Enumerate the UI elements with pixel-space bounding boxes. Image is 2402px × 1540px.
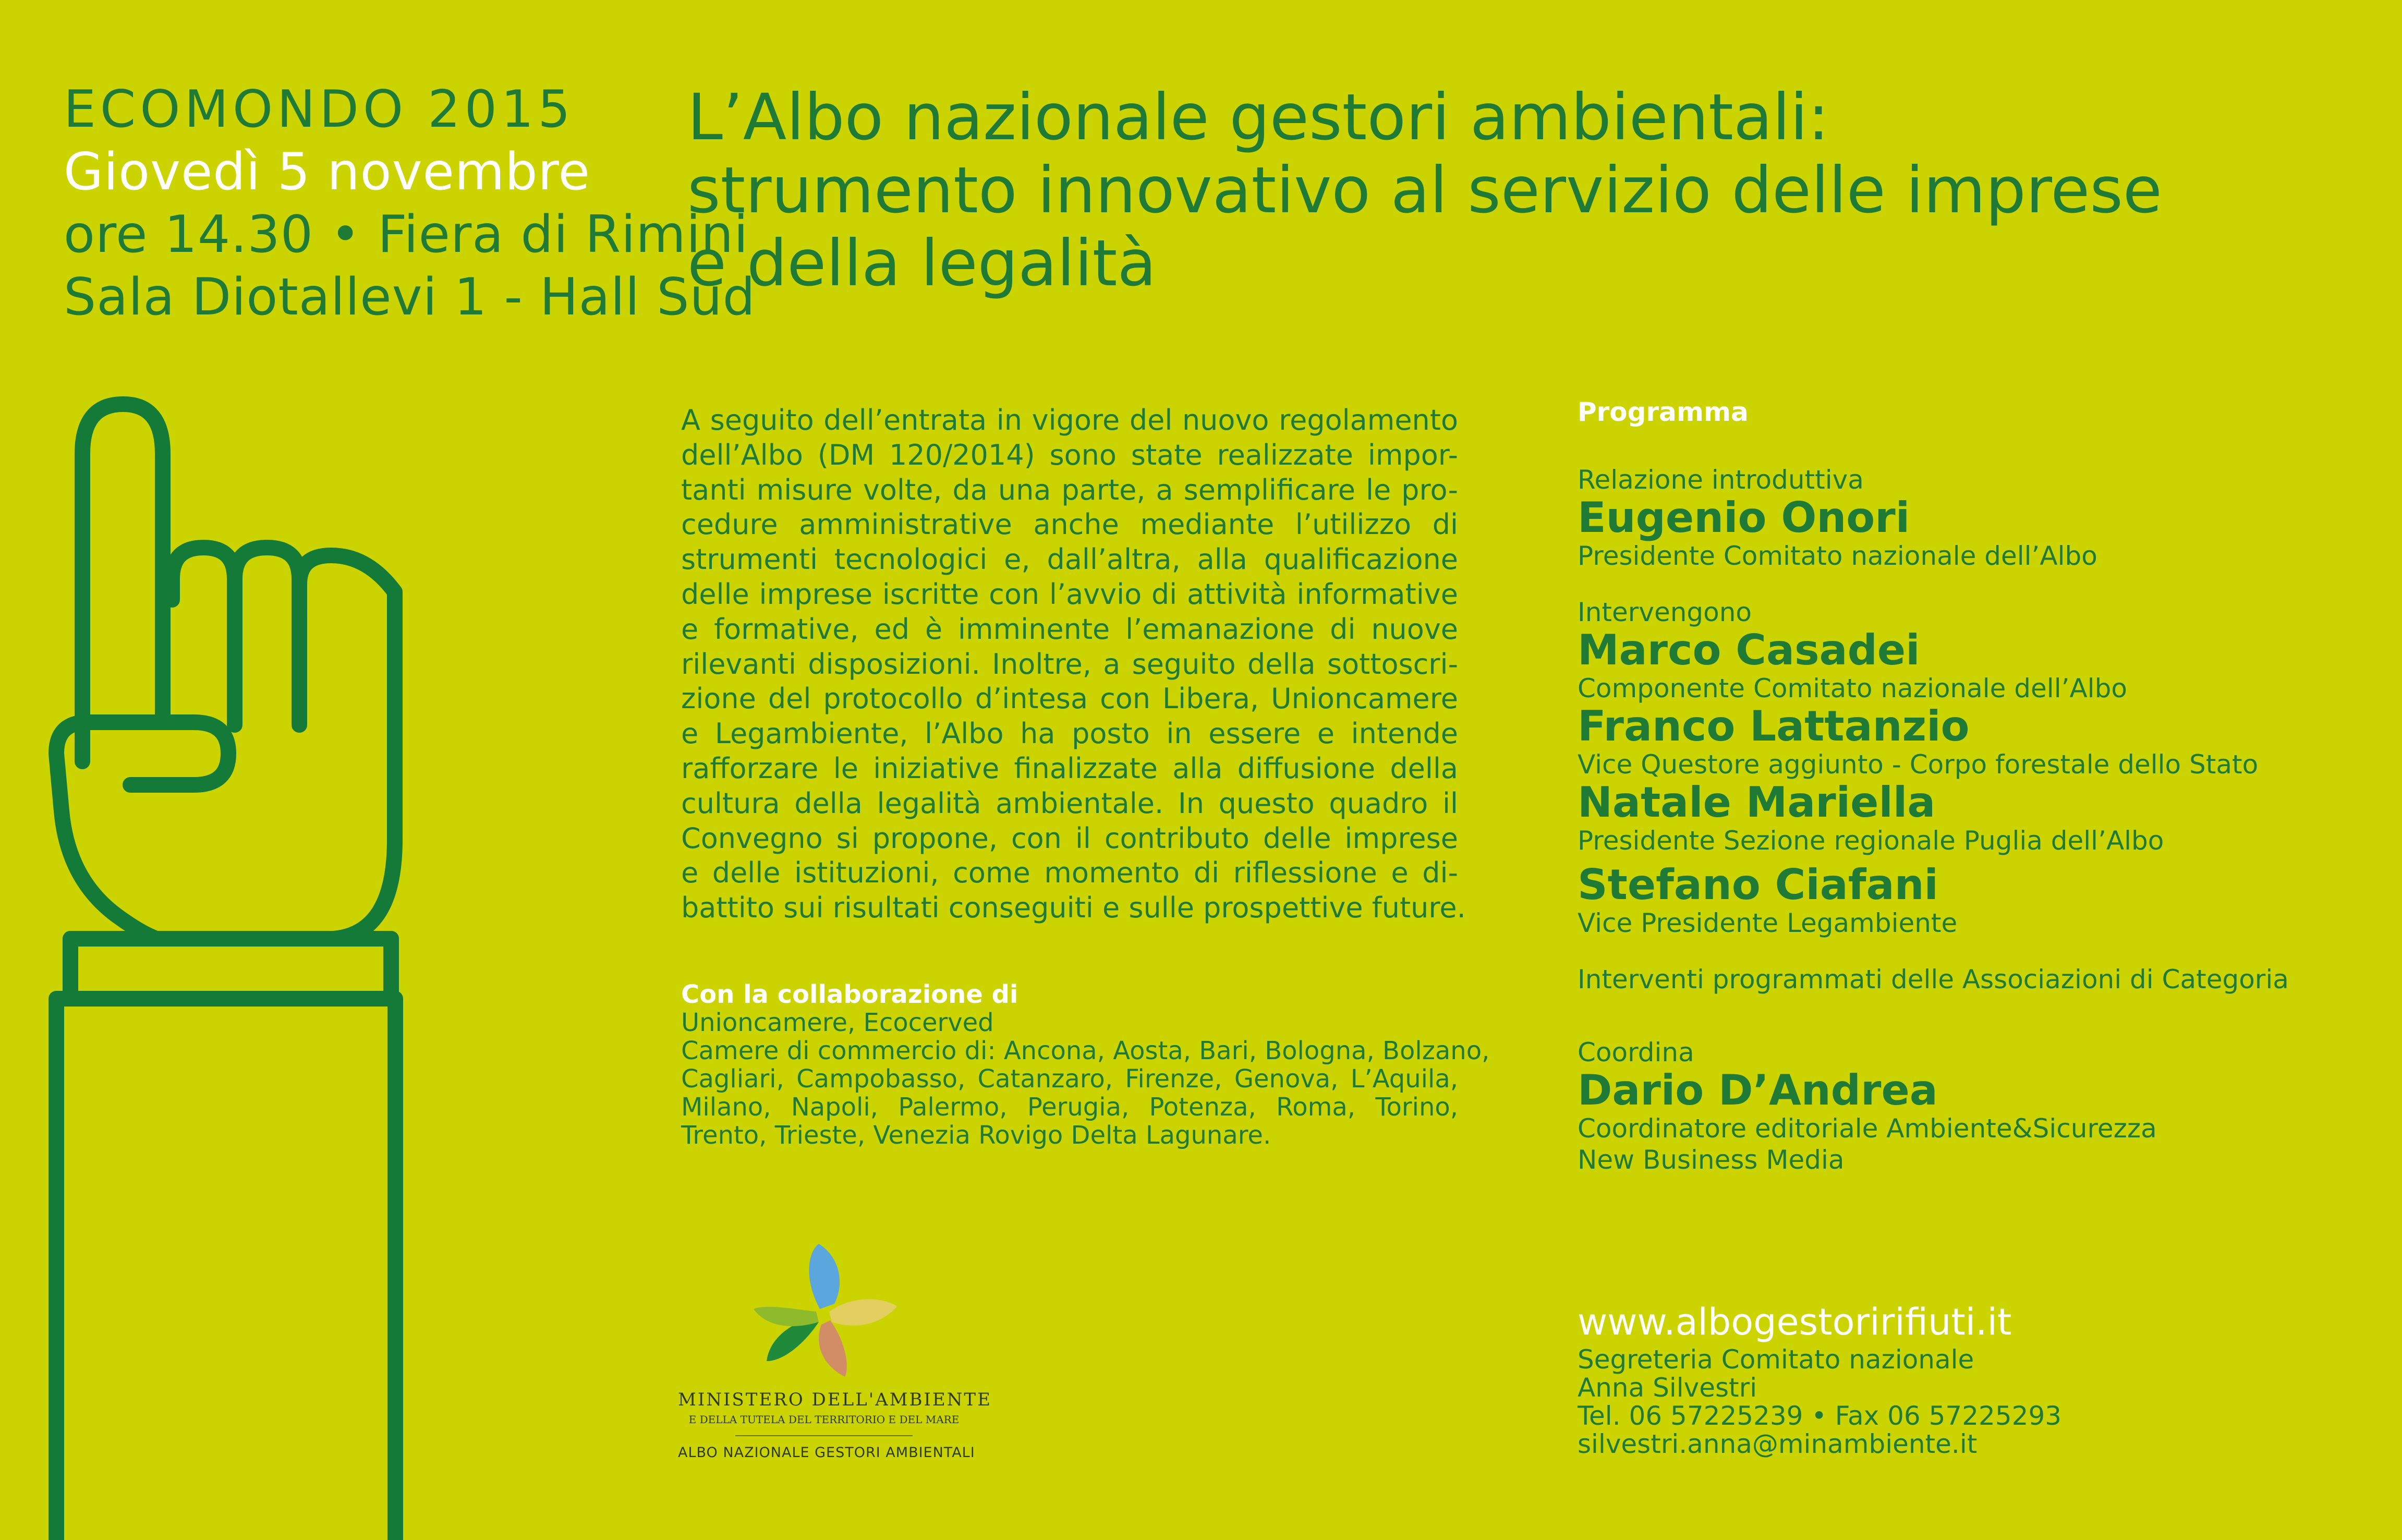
collaboration-line: Milano, Napoli, Palermo, Perugia, Potenza, Roma, Torino,	[681, 1093, 1458, 1122]
collaboration-section	[681, 980, 1490, 1150]
speaker-name: Stefano Ciafani	[1578, 860, 1938, 909]
intro-line: tanti misure volte, da una parte, a semplificare le pro-	[681, 473, 1458, 506]
speakers-label: Intervengono	[1578, 597, 1752, 627]
event-room: Sala Diotallevi 1 - Hall Sud	[64, 268, 756, 327]
coordinator-role: Coordinatore editoriale Ambiente&Sicurezza	[1578, 1113, 2157, 1144]
intro-line: e Legambiente, l’Albo ha posto in essere e intende	[681, 717, 1458, 750]
little-finger-shape	[299, 555, 395, 840]
palm-shape	[62, 811, 395, 939]
associations-note: Interventi programmati delle Associazioni di Categoria	[1578, 964, 2289, 995]
program-heading: Programma	[1578, 397, 1749, 427]
collaboration-heading: Con la collaborazione di	[681, 980, 1018, 1009]
intro-talk-label: Relazione introduttiva	[1578, 465, 1864, 495]
speaker-name: Franco Lattanzio	[1578, 702, 1970, 750]
speaker-role: Presidente Sezione regionale Puglia dell’Albo	[1578, 826, 2164, 856]
speaker-name: Marco Casadei	[1578, 626, 1920, 674]
intro-line: A seguito dell’entrata in vigore del nuovo regolamento	[681, 404, 1458, 436]
coordinator-company: New Business Media	[1578, 1145, 1845, 1175]
speaker-role: Presidente Comitato nazionale dell’Albo	[1578, 541, 2097, 571]
intro-line: strumenti tecnologici e, dall’altra, alla qualificazione	[681, 543, 1458, 576]
ring-finger-shape	[235, 548, 299, 725]
ministry-name: MINISTERO DELL'AMBIENTE	[678, 1389, 992, 1410]
intro-line: rafforzare le iniziative finalizzate alla diffusione della	[681, 751, 1458, 785]
speaker-name: Eugenio Onori	[1578, 493, 1910, 542]
speaker-name: Natale Mariella	[1578, 778, 1936, 827]
website-link[interactable]: www.albogestoririfiuti.it	[1578, 1301, 2012, 1343]
intro-line: battito sui risultati conseguiti e sulle prospettive future.	[681, 891, 1466, 925]
middle-finger-shape	[172, 548, 235, 725]
collaboration-line: Unioncamere, Ecocerved	[681, 1008, 994, 1037]
event-date: Giovedì 5 novembre	[64, 142, 590, 202]
intro-paragraph	[681, 403, 1466, 926]
title-line-3: e della legalità	[687, 226, 1157, 300]
intro-line: rilevanti disposizioni. Inoltre, a seguito della sottoscri-	[681, 647, 1458, 681]
program-section	[1578, 396, 2370, 1175]
speaker-role: Vice Presidente Legambiente	[1578, 908, 1958, 938]
collaboration-line: Camere di commercio di: Ancona, Aosta, Bari, Bologna, Bolzano,	[681, 1036, 1490, 1065]
intro-line: Convegno si propone, con il contributo delle imprese	[681, 821, 1458, 855]
coordinator-name: Dario D’Andrea	[1578, 1066, 1938, 1114]
title-line-1: L’Albo nazionale gestori ambientali:	[687, 80, 1829, 154]
intro-line: delle imprese iscritte con l’avvio di attività informative	[681, 577, 1458, 611]
contact-phone: Tel. 06 57225239 • Fax 06 57225293	[1578, 1401, 2062, 1431]
event-name: ECOMONDO 2015	[64, 80, 575, 139]
sleeve-shape	[56, 999, 395, 1540]
intro-line: e delle istituzioni, come momento di riflessione e di-	[681, 856, 1458, 890]
event-info	[64, 78, 756, 329]
conference-title	[687, 81, 2330, 300]
albo-name: ALBO NAZIONALE GESTORI AMBIENTALI	[678, 1445, 975, 1461]
ministry-logo	[678, 1236, 992, 1461]
intro-line: cultura della legalità ambientale. In questo quadro il	[681, 786, 1458, 820]
secretariat-label: Segreteria Comitato nazionale	[1578, 1344, 1974, 1375]
intro-line: zione del protocollo d’intesa con Libera, Unioncamere	[681, 682, 1458, 716]
speaker-role: Vice Questore aggiunto - Corpo forestale dello Stato	[1578, 749, 2259, 780]
index-finger-shape	[82, 404, 163, 761]
star-logo-icon	[678, 1236, 970, 1382]
intro-line: e formative, ed è imminente l’emanazione di nuove	[681, 612, 1458, 646]
collaboration-line: Cagliari, Campobasso, Catanzaro, Firenze, Genova, L’Aquila,	[681, 1064, 1458, 1094]
intro-line: cedure amministrative anche mediante l’utilizzo di	[681, 508, 1458, 541]
thumb-shape	[56, 722, 228, 811]
collaboration-line: Trento, Trieste, Venezia Rovigo Delta Lagunare.	[681, 1121, 1271, 1150]
cuff-shape	[70, 939, 391, 999]
contact-person: Anna Silvestri	[1578, 1373, 1757, 1403]
contacts-section	[1578, 1299, 2370, 1458]
contact-email[interactable]: silvestri.anna@minambiente.it	[1578, 1429, 1978, 1459]
logo-divider	[735, 1435, 913, 1436]
intro-line: dell’Albo (DM 120/2014) sono state realizzate impor-	[681, 438, 1458, 471]
coordinator-label: Coordina	[1578, 1037, 1694, 1068]
title-line-2: strumento innovativo al servizio delle imprese	[687, 153, 2162, 227]
event-time-place: ore 14.30 • Fiera di Rimini	[64, 205, 749, 264]
ministry-subtitle: E DELLA TUTELA DEL TERRITORIO E DEL MARE	[688, 1413, 960, 1426]
speaker-role: Componente Comitato nazionale dell’Albo	[1578, 673, 2127, 704]
